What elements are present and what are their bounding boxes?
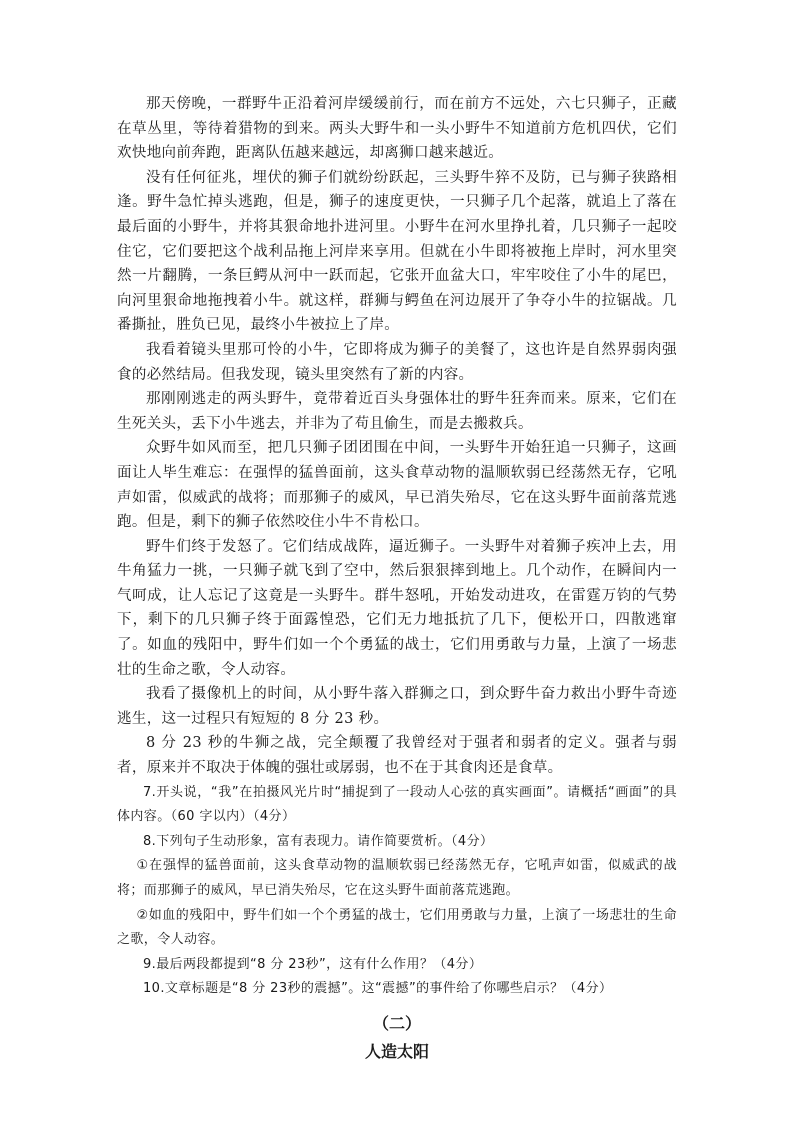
question-9: 9.最后两段都提到“8 分 23秒”，这有什么作用？（4分） — [143, 956, 483, 972]
document-page — [117, 92, 677, 1064]
question-8-sentence-1: ①在强悍的猛兽面前，这头食草动物的温顺软弱已经荡然无存，它吼声如雷，似威武的战将；而那狮子的威风，早已消失殆尽，它在这头野牛面前落荒逃跑。 — [117, 858, 677, 898]
section-number: （二） — [372, 1013, 421, 1033]
article-paragraph-8: 8 分 23 秒的牛狮之战，完全颠覆了我曾经对于强者和弱者的定义。强者与弱者，原来并不取决于体魄的强壮或孱弱，也不在于其食肉还是食草。 — [117, 735, 677, 777]
article-paragraph-1: 那天傍晚，一群野牛正沿着河岸缓缓前行，而在前方不远处，六七只狮子，正藏在草丛里，等待着猎物的到来。两头大野牛和一头小野牛不知道前方危机四伏，它们欢快地向前奔跑，距离队伍越来越远，却离狮口越来越近。 — [117, 96, 677, 162]
article-paragraph-2: 没有任何征兆，埋伏的狮子们就纷纷跃起，三头野牛猝不及防，已与狮子狭路相逢。野牛急忙掉头逃跑，但是，狮子的速度更快，一只狮子几个起落，就追上了落在最后面的小野牛，并将其狠命地扑进河里。小野牛在河水里挣扎着，几只狮子一起咬住它，它们要把这个战利品拖上河岸来享用。但就在小牛即将被拖上岸时，河水里突然一片翻腾，一条巨鳄从河中一跃而起，它张开血盆大口，牢牢咬住了小牛的尾巴，向河里狠命地拖拽着小牛。就这样，群狮与鳄鱼在河边展开了争夺小牛的拉锯战。几番撕扯，胜负已见，最终小牛被拉上了岸。 — [117, 169, 677, 334]
article-paragraph-6: 野牛们终于发怒了。它们结成战阵，逼近狮子。一头野牛对着狮子疾冲上去，用牛角猛力一挑，一只狮子就飞到了空中，然后狠狠摔到地上。几个动作，在瞬间内一气呵成，让人忘记了这竟是一头野牛。群牛怒吼，开始发动进攻，在雷霆万钧的气势下，剩下的几只狮子终于面露惶恐，它们无力地抵抗了几下，便松开口，四散逃窜了。如血的残阳中，野牛们如一个个勇猛的战士，它们用勇敢与力量，上演了一场悲壮的生命之歌，令人动容。 — [117, 538, 677, 678]
article-paragraph-7: 我看了摄像机上的时间，从小野牛落入群狮之口，到众野牛奋力救出小野牛奇迹逃生，这一过程只有短短的 8 分 23 秒。 — [117, 686, 677, 727]
question-7: 7.开头说，“我”在拍摄风光片时“捕捉到了一段动人心弦的真实画面”。请概括“画面”的具体内容。（60 字以内）（4分） — [117, 784, 677, 825]
question-10: 10.文章标题是“8 分 23秒的震撼”。这“震撼”的事件给了你哪些启示？（4分） — [143, 981, 613, 997]
article-paragraph-5: 众野牛如风而至，把几只狮子团团围在中间，一头野牛开始狂追一只狮子，这画面让人毕生难忘：在强悍的猛兽面前，这头食草动物的温顺软弱已经荡然无存，它吼声如雷，似威武的战将；而那狮子的威风，早已消失殆尽，它在这头野牛面前落荒逃跑。但是，剩下的狮子依然咬住小牛不肯松口。 — [117, 440, 677, 531]
question-8-sentence-2: ②如血的残阳中，野牛们如一个个勇猛的战士，它们用勇敢与力量，上演了一场悲壮的生命之歌，令人动容。 — [117, 907, 677, 948]
article-paragraph-4: 那刚刚逃走的两头野牛，竟带着近百头身强体壮的野牛狂奔而来。原来，它们在生死关头，丢下小牛逃去，并非为了苟且偷生，而是去搬救兵。 — [117, 391, 677, 432]
article-paragraph-3: 我看着镜头里那可怜的小牛，它即将成为狮子的美餐了，这也许是自然界弱肉强食的必然结局。但我发现，镜头里突然有了新的内容。 — [117, 341, 677, 383]
section-title: 人造太阳 — [364, 1041, 429, 1061]
question-8: 8.下列句子生动形象，富有表现力。请作简要赏析。（4分） — [143, 833, 494, 849]
